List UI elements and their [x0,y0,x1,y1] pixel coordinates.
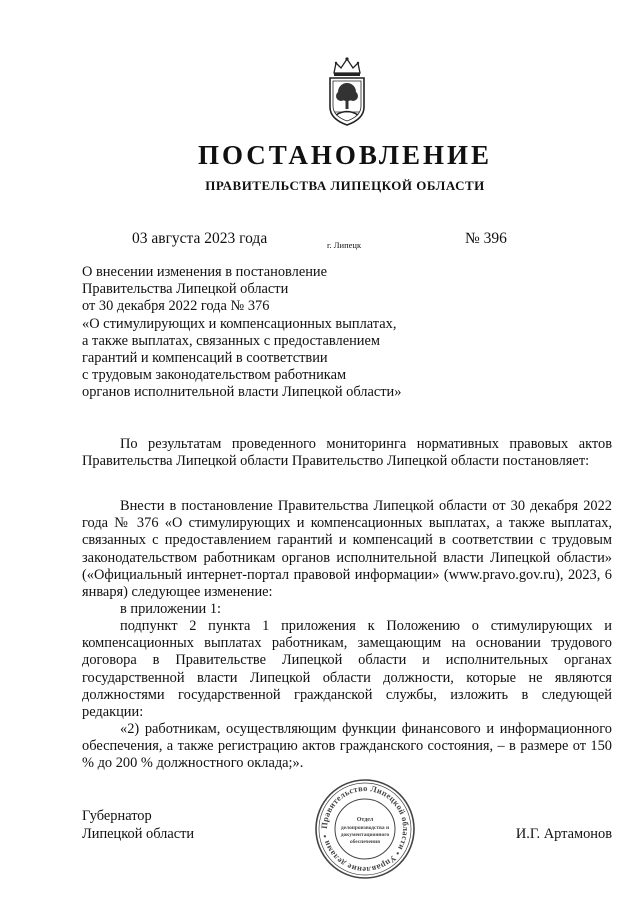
official-round-stamp-icon [313,777,417,881]
stamp-center-line: делопроизводства и [340,825,390,831]
subject-line: «О стимулирующих и компенсационных выплатах, [82,315,397,332]
subparagraph-paragraph: подпункт 2 пункта 1 приложения к Положению о стимулирующих и компенсационных выплатах работникам, замещающим на основании трудового договора в Правительстве Липецкой области и исполнительных органах государственной власти Липецкой области должности, которые не являются должностями государственной гражданской службы, изложить в следующей редакции: [82,618,612,721]
signatory-title [82,808,194,843]
decree-block [82,498,612,601]
subparagraph-block [82,618,612,721]
document-subject [82,264,502,402]
stamp-center-line: Отдел [356,817,374,823]
preamble-block [82,436,612,470]
subject-line: от 30 декабря 2022 года № 376 [82,298,270,315]
document-type-title: ПОСТАНОВЛЕНИЕ [197,140,493,170]
subject-line: О внесении изменения в постановление [82,264,328,280]
appendix-reference-paragraph: в приложении 1: [120,601,222,617]
subject-line: гарантий и компенсаций в соответствии [82,350,328,367]
subject-line: а также выплатах, связанных с предоставлением [82,332,380,349]
subject-line: органов исполнительной власти Липецкой области» [82,384,402,401]
issuer-title: ПРАВИТЕЛЬСТВА ЛИПЕЦКОЙ ОБЛАСТИ [205,178,485,193]
lipetsk-region-coat-of-arms-icon [322,55,372,127]
appendix-reference-block [82,601,612,618]
stamp-center-line: документационного [340,832,390,838]
signatory-title-line: Губернатор [82,808,152,824]
stamp-center-line: обеспечения [349,839,381,845]
subject-line: с трудовым законодательством работникам [82,367,347,384]
document-place: г. Липецк [327,240,362,250]
new-wording-block [82,721,612,773]
subject-line: Правительства Липецкой области [82,281,289,298]
stamp-ring-text: Правительство Липецкой области • Управление делами • [319,783,411,875]
document-number: № 396 [465,230,507,247]
decree-paragraph: Внести в постановление Правительства Липецкой области от 30 декабря 2022 года № 376 «О стимулирующих и компенсационных выплатах, а также выплатах, связанных с предоставлением гарантий и компенсаций в соответствии с трудовым законодательством работникам органов исполнительной власти Липецкой области» («Официальный интернет-портал правовой информации» (www.pravo.gov.ru), 2023, 6 января) следующее изменение: [82,498,612,601]
preamble-paragraph: По результатам проведенного мониторинга нормативных правовых актов Правительства Липецкой области Правительство Липецкой области постановляет: [82,436,612,470]
signatory-title-line: Липецкой области [82,825,195,842]
new-wording-paragraph: «2) работникам, осуществляющим функции финансового и информационного обеспечения, а также регистрацию актов гражданского состояния, – в размере от 150 % до 200 % должностного оклада;». [82,721,612,772]
document-date: 03 августа 2023 года [132,230,268,247]
signatory-name: И.Г. Артамонов [515,826,612,842]
